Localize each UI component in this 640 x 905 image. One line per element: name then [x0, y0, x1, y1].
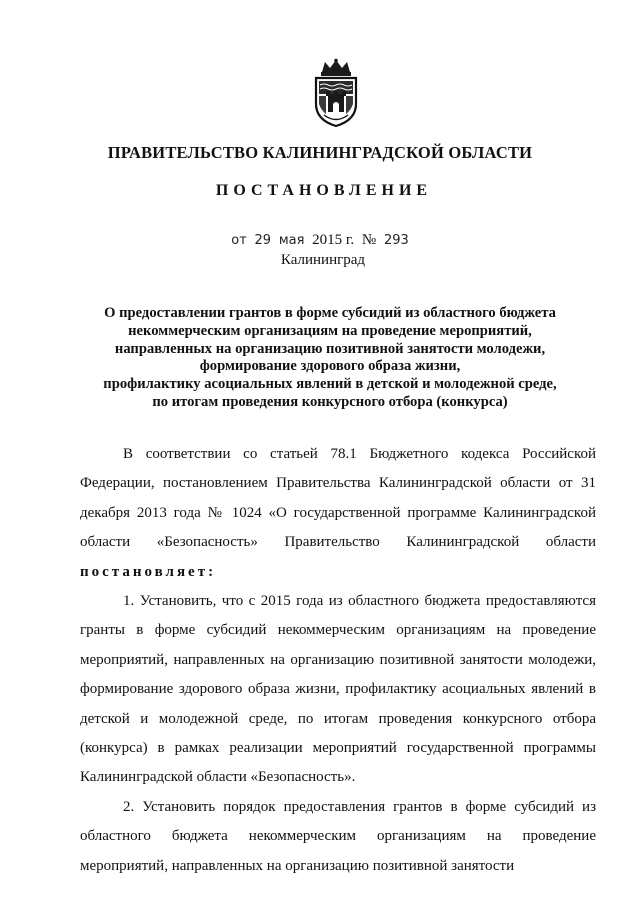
date-day: 29: [254, 233, 272, 248]
subject-line: направленных на организацию позитивной занятости молодежи,: [114, 340, 546, 357]
intro-text: В соответствии со статьей 78.1 Бюджетного кодекса Российской Федерации, постановлением Правительства Калининградской области от 31 декабря 2013 года № 1024 «О государственной программе Калининградской области «Безопасность» Правительство Калининградской области: [80, 446, 596, 551]
intro-paragraph: [80, 440, 596, 587]
date-month: мая: [278, 233, 305, 248]
subject-line: некоммерческим организациям на проведение мероприятий,: [128, 322, 532, 339]
number-sign: №: [361, 232, 377, 248]
city-name: Калининград: [280, 252, 366, 268]
decree-subject: [80, 305, 580, 412]
subject-line: по итогам проведения конкурсного отбора (конкурса): [152, 393, 508, 410]
government-title: ПРАВИТЕЛЬСТВО КАЛИНИНГРАДСКОЙ ОБЛАСТИ: [107, 143, 533, 162]
intro-action: постановляет:: [80, 563, 217, 580]
decree-body: [80, 440, 596, 881]
date-year: 2015 г.: [312, 232, 355, 248]
item-2-paragraph: 2. Установить порядок предоставления грантов в форме субсидий из областного бюджета некоммерческим организациям на проведение мероприятий, направленных на организацию позитивной занятости: [80, 798, 596, 874]
subject-line: формирование здорового образа жизни,: [199, 358, 461, 375]
kaliningrad-coat-of-arms-icon: [311, 58, 361, 128]
subject-line: профилактику асоциальных явлений в детской и молодежной среде,: [103, 376, 557, 393]
document-type-title: ПОСТАНОВЛЕНИЕ: [215, 182, 433, 199]
date-prefix: от: [231, 233, 247, 248]
decree-date-line: [0, 232, 640, 249]
item-1-paragraph: 1. Установить, что с 2015 года из областного бюджета предоставляются гранты в форме субсидий некоммерческим организациям на проведение мероприятий, направленных на организацию позитивной занятости молодежи, формирование здорового образа жизни, профилактику асоциальных явлений в детской и молодежной среде, по итогам проведения конкурсного отбора (конкурса) в рамках реализации мероприятий государственной программы Калининградской области «Безопасность».: [80, 593, 596, 786]
subject-line: О предоставлении грантов в форме субсидий из областного бюджета: [104, 305, 556, 321]
decree-number: 293: [383, 233, 409, 248]
